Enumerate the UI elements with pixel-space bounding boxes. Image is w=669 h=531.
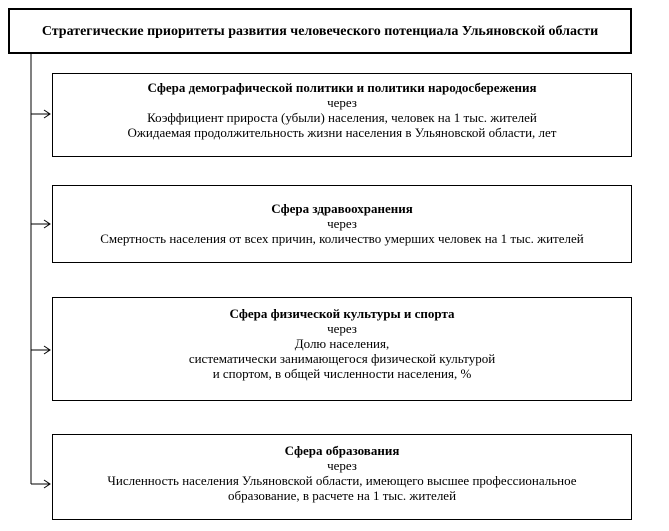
- sphere-heading: Сфера демографической политики и политики народосбережения: [147, 80, 537, 95]
- indicator-line: образование, в расчете на 1 тыс. жителей: [227, 488, 457, 503]
- diagram-title: Стратегические приоритеты развития человеческого потенциала Ульяновской области: [41, 24, 599, 39]
- indicator-line: Коэффициент прироста (убыли) населения, человек на 1 тыс. жителей: [147, 110, 537, 125]
- sphere-heading: Сфера образования: [284, 443, 400, 458]
- sphere-heading: Сфера физической культуры и спорта: [229, 306, 455, 321]
- arrow-1: [31, 110, 50, 118]
- sphere-heading: Сфера здравоохранения: [271, 201, 413, 216]
- sphere-sport-box: [52, 297, 632, 401]
- arrow-3: [31, 346, 50, 354]
- sphere-demography-box: [52, 73, 632, 157]
- via-label: через: [327, 95, 357, 110]
- indicator-line: Численность населения Ульяновской области, имеющего высшее профессиональное: [107, 473, 577, 488]
- indicator-line: Ожидаемая продолжительность жизни населения в Ульяновской области, лет: [127, 125, 557, 140]
- arrow-2: [31, 220, 50, 228]
- indicator-line: и спортом, в общей численности населения, %: [212, 366, 472, 381]
- via-label: через: [327, 321, 357, 336]
- via-label: через: [327, 458, 357, 473]
- indicator-line: Смертность населения от всех причин, количество умерших человек на 1 тыс. жителей: [100, 231, 584, 246]
- arrow-4: [31, 480, 50, 488]
- indicator-line: систематически занимающегося физической культурой: [188, 351, 496, 366]
- sphere-healthcare-box: [52, 185, 632, 263]
- via-label: через: [327, 216, 357, 231]
- indicator-line: Долю населения,: [294, 336, 390, 351]
- sphere-education-box: [52, 434, 632, 520]
- title-box: [8, 8, 632, 54]
